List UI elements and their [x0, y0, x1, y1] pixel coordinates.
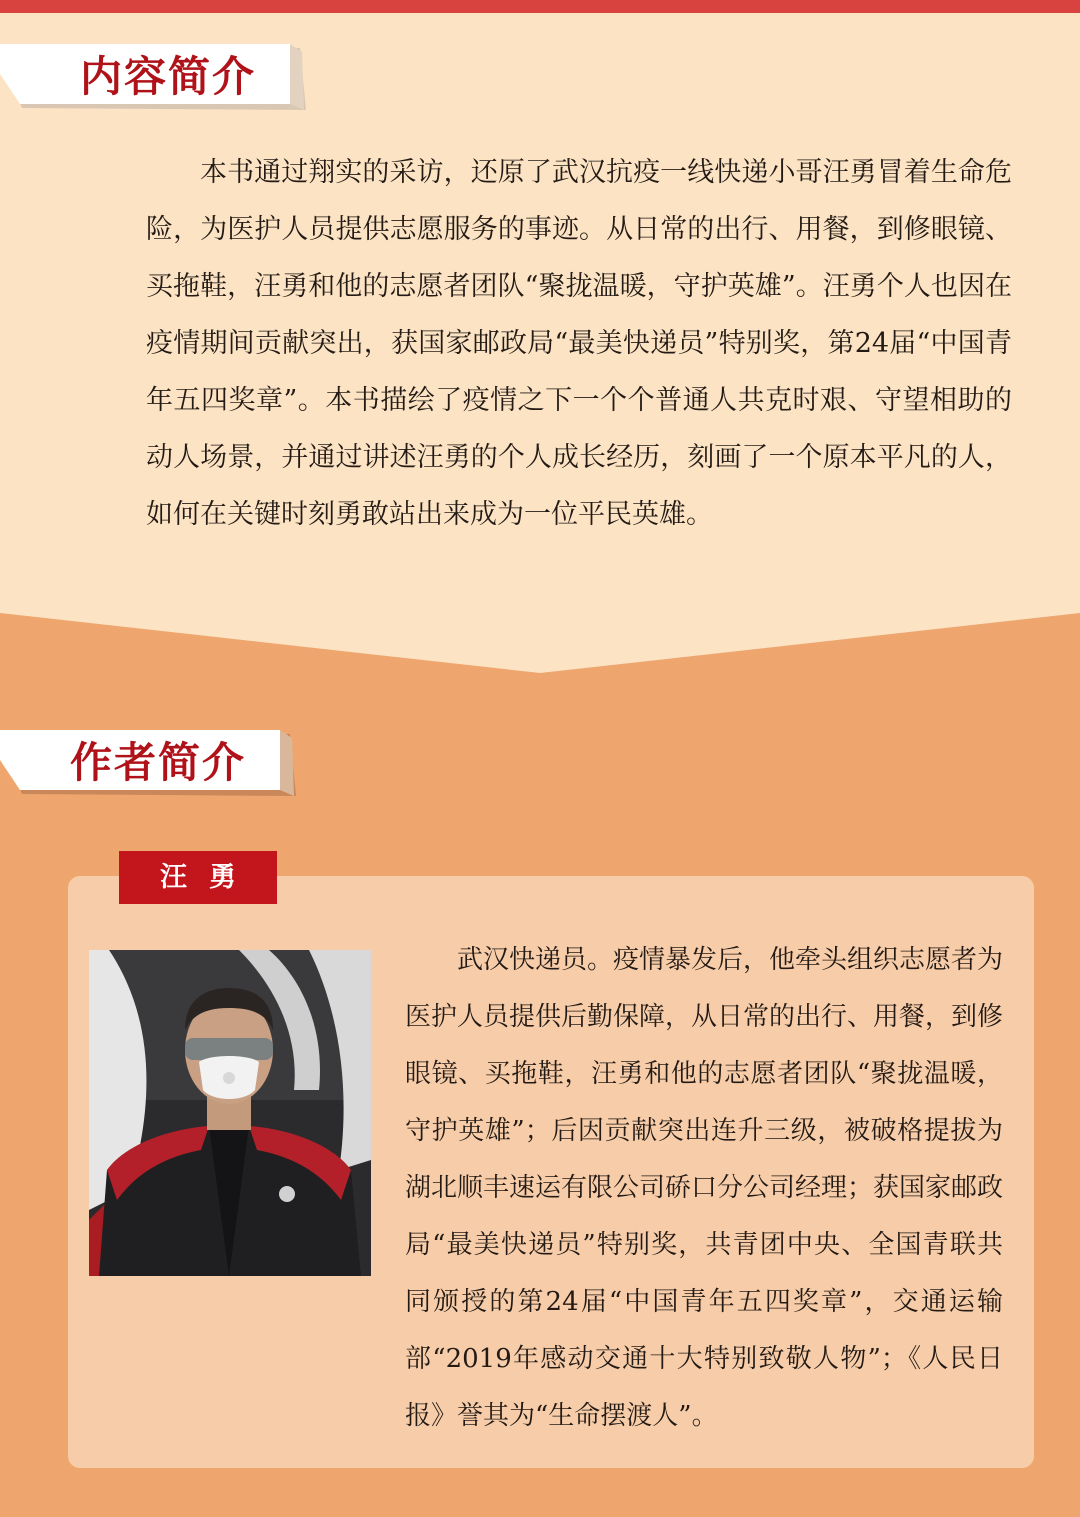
author-photo-icon: [89, 950, 371, 1276]
author-bio: 武汉快递员。疫情暴发后，他牵头组织志愿者为医护人员提供后勤保障，从日常的出行、用餐，到修眼镜、买拖鞋，汪勇和他的志愿者团队“聚拢温暖，守护英雄”；后因贡献突出连升三级，被破格提拔为湖北顺丰速运有限公司硚口分公司经理；获国家邮政局“最美快递员”特别奖，共青团中央、全国青联共同颁授的第24届“中国青年五四奖章”，交通运输部“2019年感动交通十大特别致敬人物”；《人民日报》誉其为“生命摆渡人”。: [405, 945, 1004, 1431]
top-accent-bar: [0, 0, 1080, 13]
author-name-tag: 汪勇: [119, 851, 277, 904]
author-section-title: 作者简介: [70, 738, 247, 787]
author-ribbon: [0, 730, 300, 796]
summary-text: 本书通过翔实的采访，还原了武汉抗疫一线快递小哥汪勇冒着生命危险，为医护人员提供志愿服务的事迹。从日常的出行、用餐，到修眼镜、买拖鞋，汪勇和他的志愿者团队“聚拢温暖，守护英雄”。汪勇个人也因在疫情期间贡献突出，获国家邮政局“最美快递员”特别奖，第24届“中国青年五四奖章”。本书描绘了疫情之下一个个普通人共克时艰、守望相助的动人场景，并通过讲述汪勇的个人成长经历，刻画了一个原本平凡的人，如何在关键时刻勇敢站出来成为一位平民英雄。: [146, 157, 1012, 530]
summary-title: 内容简介: [80, 52, 257, 101]
summary-ribbon: [0, 44, 310, 110]
